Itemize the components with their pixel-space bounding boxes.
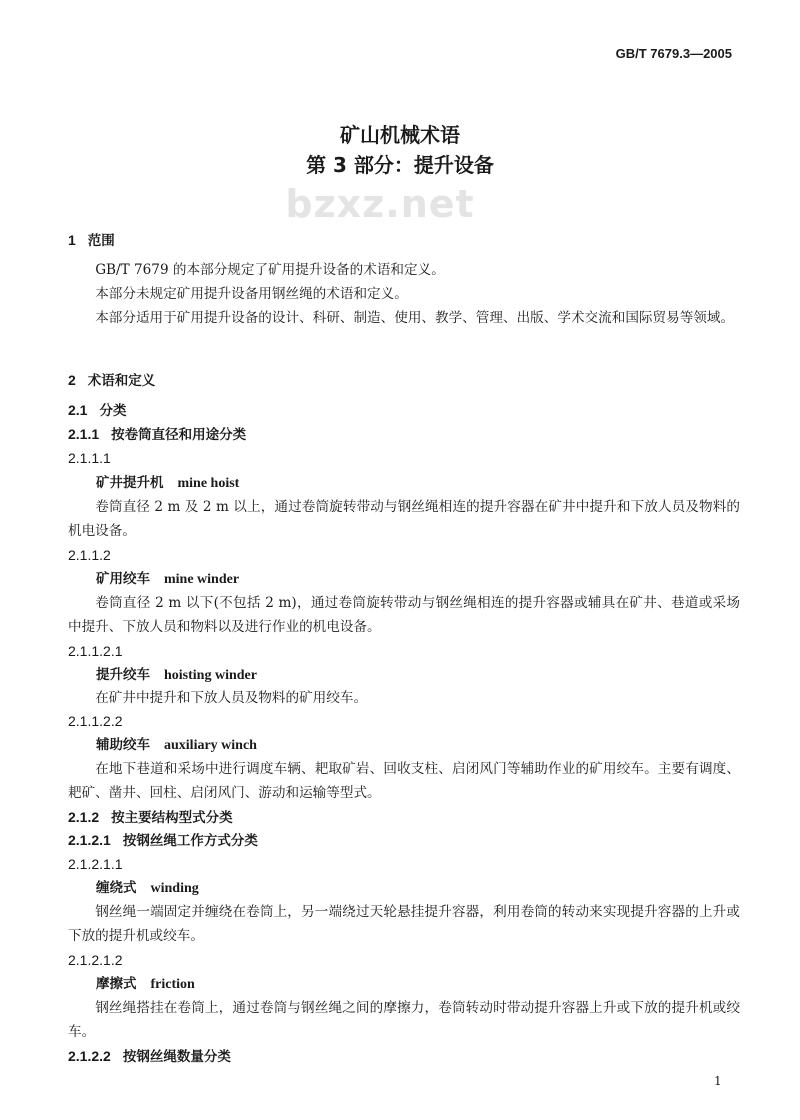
section-heading-scope xyxy=(68,228,740,253)
clause-number: 2.1.2.2 xyxy=(68,1048,111,1064)
clause-number: 2.1.1.1 xyxy=(68,450,111,466)
clause-number: 2.1.1.2.1 xyxy=(68,643,123,659)
clause-number: 2.1.2 xyxy=(68,809,100,825)
paragraph: 本部分适用于矿用提升设备的设计、科研、制造、使用、教学、管理、出版、学术交流和国际贸易等领域。 xyxy=(95,310,735,326)
clause-number: 2.1.1.2 xyxy=(68,547,111,563)
clause-title: 按钢丝绳数量分类 xyxy=(122,1049,231,1065)
clause-number: 2.1.2.1.2 xyxy=(68,952,123,968)
section-number: 2 xyxy=(68,372,76,388)
section-title: 术语和定义 xyxy=(87,373,156,389)
standard-number: GB/T 7679.3—2005 xyxy=(615,46,732,61)
section-title: 范围 xyxy=(87,233,115,249)
term-zh: 摩擦式 xyxy=(96,976,137,992)
term-en: hoisting winder xyxy=(164,668,257,683)
paragraph: 本部分未规定矿用提升设备用钢丝绳的术语和定义。 xyxy=(95,286,408,302)
clause-title: 按主要结构型式分类 xyxy=(111,810,233,826)
heading-2-1-2-1 xyxy=(68,828,740,853)
term-auxiliary-winch xyxy=(96,733,257,758)
term-winding xyxy=(96,876,199,901)
section-number: 1 xyxy=(68,232,76,248)
watermark: bzxz.net xyxy=(285,182,475,226)
title-line-2: 第 3 部分：提升设备 xyxy=(306,153,494,177)
heading-2-1-2 xyxy=(68,805,740,830)
paragraph: GB/T 7679 的本部分规定了矿用提升设备的术语和定义。 xyxy=(95,262,445,278)
term-en: friction xyxy=(150,977,195,992)
clause-number: 2.1.2.1 xyxy=(68,832,111,848)
term-zh: 缠绕式 xyxy=(96,880,137,896)
clause-number: 2.1.1.2.2 xyxy=(68,713,123,729)
clause-title: 按钢丝绳工作方式分类 xyxy=(122,833,258,849)
clause-number: 2.1.2.1.1 xyxy=(68,856,123,872)
clause-number: 2.1.1 xyxy=(68,426,100,442)
definition: 在矿井中提升和下放人员及物料的矿用绞车。 xyxy=(95,690,368,706)
title-line-1: 矿山机械术语 xyxy=(340,123,460,147)
term-en: mine hoist xyxy=(177,476,240,491)
clause-number: 2.1 xyxy=(68,402,88,418)
term-en: winding xyxy=(150,881,199,896)
definition: 钢丝绳搭挂在卷筒上，通过卷筒与钢丝绳之间的摩擦力，卷筒转动时带动提升容器上升或下放的提升机或绞车。 xyxy=(68,1000,740,1040)
definition: 钢丝绳一端固定并缠绕在卷筒上，另一端绕过天轮悬挂提升容器，利用卷筒的转动来实现提升容器的上升或下放的提升机或绞车。 xyxy=(68,904,740,944)
heading-2-1-2-2 xyxy=(68,1044,740,1069)
definition: 在地下巷道和采场中进行调度车辆、耙取矿岩、回收支柱、启闭风门等辅助作业的矿用绞车。主要有调度、耙矿、凿井、回柱、启闭风门、游动和运输等型式。 xyxy=(68,761,740,801)
term-hoisting-winder xyxy=(96,663,257,688)
term-zh: 矿用绞车 xyxy=(96,571,150,587)
term-friction xyxy=(96,972,195,997)
term-mine-winder xyxy=(96,567,239,592)
clause-title: 按卷筒直径和用途分类 xyxy=(111,427,247,443)
definition: 卷筒直径 2 m 及 2 m 以上，通过卷筒旋转带动与钢丝绳相连的提升容器在矿井中提升和下放人员及物料的机电设备。 xyxy=(68,499,740,539)
term-mine-hoist xyxy=(96,471,239,496)
page-number: 1 xyxy=(714,1074,722,1088)
clause-title: 分类 xyxy=(99,403,127,419)
term-zh: 提升绞车 xyxy=(96,667,150,683)
term-en: auxiliary winch xyxy=(164,738,257,753)
heading-2-1 xyxy=(68,398,740,423)
term-en: mine winder xyxy=(164,572,240,587)
section-heading-terms xyxy=(68,368,740,393)
heading-2-1-1 xyxy=(68,422,740,447)
definition: 卷筒直径 2 m 以下(不包括 2 m)，通过卷筒旋转带动与钢丝绳相连的提升容器或辅具在矿井、巷道或采场中提升、下放人员和物料以及进行作业的机电设备。 xyxy=(68,595,740,635)
term-zh: 矿井提升机 xyxy=(96,475,164,491)
term-zh: 辅助绞车 xyxy=(96,737,150,753)
